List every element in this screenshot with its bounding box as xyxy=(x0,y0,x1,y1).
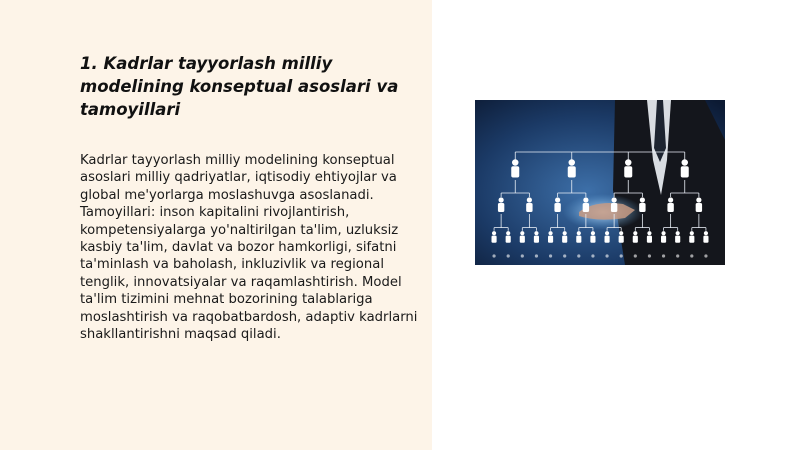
person-level2-3 xyxy=(554,197,560,212)
person-level3-4 xyxy=(534,231,539,243)
faint-dot-12 xyxy=(662,254,665,257)
faint-dot-1 xyxy=(507,254,510,257)
slide-body-text: Kadrlar tayyorlash milliy modelining konseptual asoslari milliy qadriyatlar, iqtisodiy ehtiyojlar va global me'yorlarga moslashuvga asoslanadi. Tamoyillari: inson kapitalini rivojlantirish, kompetensiyalarga yo'naltirilgan ta'lim, uzluksiz kasbiy ta'lim, davlat va bozor hamkorligi, sifatni ta'minlash va baholash, inkluzivlik va regional tenglik, innovatsiyalar va raqamlashtirish. Model ta'lim tizimini mehnat bozorining talablariga moslashtirish va raqobatbardosh, adaptiv kadrlarni shakllantirishni maqsad qiladi. xyxy=(80,153,418,343)
person-level3-10 xyxy=(619,231,624,243)
person-level2-4 xyxy=(583,197,589,212)
person-level3-3 xyxy=(520,231,525,243)
faint-dot-3 xyxy=(535,254,538,257)
person-level3-1 xyxy=(492,231,497,243)
person-level3-9 xyxy=(605,231,610,243)
person-level3-7 xyxy=(576,231,581,243)
person-level1-3 xyxy=(624,159,632,177)
person-level3-14 xyxy=(675,231,680,243)
faint-dot-9 xyxy=(620,254,623,257)
person-level3-15 xyxy=(689,231,694,243)
person-level3-2 xyxy=(506,231,511,243)
faint-dot-7 xyxy=(591,254,594,257)
faint-dot-4 xyxy=(549,254,552,257)
faint-dot-11 xyxy=(648,254,651,257)
org-chart-photo xyxy=(475,100,725,265)
person-level2-2 xyxy=(526,197,532,212)
person-level2-6 xyxy=(639,197,645,212)
faint-dot-15 xyxy=(704,254,707,257)
person-level2-8 xyxy=(696,197,702,212)
person-level3-5 xyxy=(548,231,553,243)
faint-dot-8 xyxy=(605,254,608,257)
person-level1-2 xyxy=(568,159,576,177)
faint-dot-10 xyxy=(634,254,637,257)
faint-dot-14 xyxy=(690,254,693,257)
person-level2-5 xyxy=(611,197,617,212)
person-level3-6 xyxy=(562,231,567,243)
person-level2-1 xyxy=(498,197,504,212)
person-level2-7 xyxy=(667,197,673,212)
faint-dot-0 xyxy=(492,254,495,257)
person-level3-8 xyxy=(590,231,595,243)
faint-dot-5 xyxy=(563,254,566,257)
person-level3-16 xyxy=(703,231,708,243)
person-level3-12 xyxy=(647,231,652,243)
person-level3-13 xyxy=(661,231,666,243)
faint-dot-6 xyxy=(577,254,580,257)
person-level1-4 xyxy=(681,159,689,177)
faint-dot-13 xyxy=(676,254,679,257)
org-chart-illustration xyxy=(475,100,725,265)
person-level1-1 xyxy=(511,159,519,177)
slide-title: 1. Kadrlar tayyorlash milliy modelining konseptual asoslari va tamoyillari xyxy=(80,54,399,119)
person-level3-11 xyxy=(633,231,638,243)
faint-dot-2 xyxy=(521,254,524,257)
